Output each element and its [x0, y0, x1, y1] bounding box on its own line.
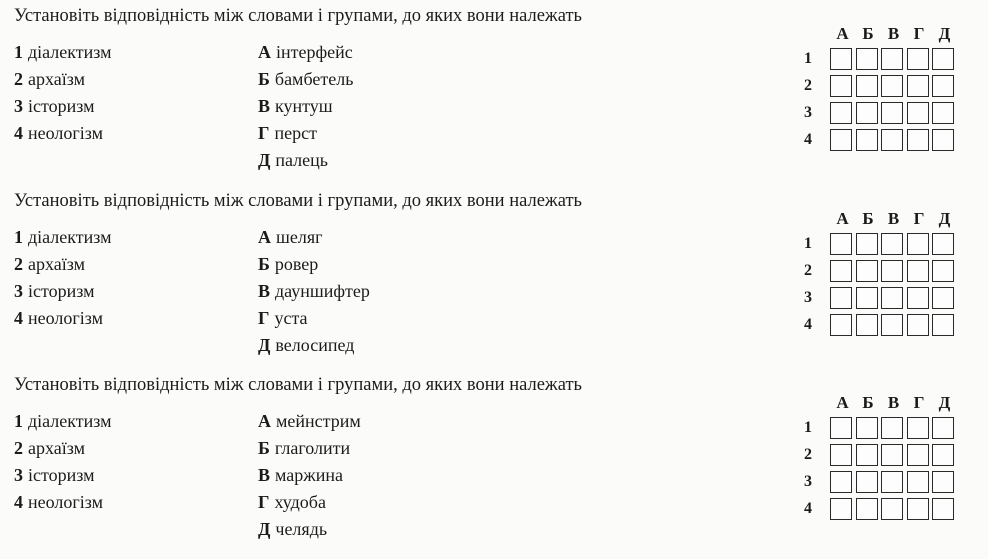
term-number: 2 — [14, 254, 23, 274]
option-item — [258, 408, 361, 435]
term-text: неологізм — [28, 308, 103, 328]
answer-cell[interactable] — [881, 417, 903, 439]
option-text: інтерфейс — [276, 42, 353, 62]
answer-cell[interactable] — [881, 102, 903, 124]
answer-cell[interactable] — [932, 233, 954, 255]
option-item — [258, 147, 353, 174]
term-text: діалектизм — [28, 411, 112, 431]
answer-cell[interactable] — [830, 444, 852, 466]
answer-cell[interactable] — [856, 471, 878, 493]
answer-cell[interactable] — [881, 498, 903, 520]
option-letter: А — [258, 411, 271, 431]
option-item — [258, 224, 370, 251]
term-text: діалектизм — [28, 227, 112, 247]
grid-column-header: Г — [913, 209, 925, 228]
option-text: худоба — [274, 492, 326, 512]
option-text: палець — [275, 150, 328, 170]
option-letter: В — [258, 281, 271, 301]
answer-cell[interactable] — [856, 498, 878, 520]
question-block — [0, 6, 988, 190]
answer-cell[interactable] — [830, 48, 852, 70]
term-item — [14, 93, 112, 120]
answer-cell[interactable] — [881, 471, 903, 493]
answer-cell[interactable] — [881, 75, 903, 97]
option-item — [258, 489, 361, 516]
option-text: глаголити — [274, 438, 351, 458]
question-prompt: Установіть відповідність між словами і групами, до яких вони належать — [14, 191, 582, 211]
grid-column-header: В — [887, 209, 900, 228]
option-item — [258, 93, 353, 120]
term-list — [14, 224, 112, 332]
option-item — [258, 435, 361, 462]
option-letter: Г — [258, 123, 270, 143]
option-item — [258, 120, 353, 147]
option-list — [258, 408, 361, 543]
answer-cell[interactable] — [856, 233, 878, 255]
answer-cell[interactable] — [907, 471, 929, 493]
option-letter: Д — [258, 150, 271, 170]
option-text: велосипед — [275, 335, 355, 355]
term-number: 2 — [14, 438, 23, 458]
answer-cell[interactable] — [932, 287, 954, 309]
term-text: неологізм — [28, 123, 103, 143]
question-block — [0, 191, 988, 375]
option-letter: А — [258, 227, 271, 247]
term-item — [14, 462, 112, 489]
option-list — [258, 39, 353, 174]
term-number: 4 — [14, 308, 23, 328]
term-text: архаїзм — [28, 69, 85, 89]
option-letter: В — [258, 465, 271, 485]
answer-cell[interactable] — [856, 417, 878, 439]
grid-row-label: 1 — [804, 419, 812, 436]
answer-cell[interactable] — [856, 129, 878, 151]
answer-cell[interactable] — [830, 287, 852, 309]
term-text: історизм — [28, 465, 95, 485]
grid-column-header: А — [836, 24, 849, 43]
term-text: історизм — [28, 96, 95, 116]
answer-cell[interactable] — [907, 75, 929, 97]
option-list — [258, 224, 370, 359]
option-item — [258, 462, 361, 489]
answer-cell[interactable] — [932, 75, 954, 97]
grid-row-label: 2 — [804, 446, 812, 463]
answer-cell[interactable] — [830, 471, 852, 493]
option-text: кунтуш — [275, 96, 333, 116]
grid-column-header: Д — [938, 24, 951, 43]
term-number: 1 — [14, 411, 23, 431]
answer-cell[interactable] — [881, 129, 903, 151]
option-text: уста — [274, 308, 308, 328]
term-text: архаїзм — [28, 254, 85, 274]
grid-row-label: 2 — [804, 77, 812, 94]
answer-cell[interactable] — [932, 314, 954, 336]
grid-row-label: 4 — [804, 131, 812, 148]
term-number: 4 — [14, 492, 23, 512]
grid-column-header: Г — [913, 24, 925, 43]
grid-row-label: 1 — [804, 235, 812, 252]
answer-cell[interactable] — [881, 260, 903, 282]
question-prompt: Установіть відповідність між словами і групами, до яких вони належать — [14, 375, 582, 395]
answer-cell[interactable] — [932, 260, 954, 282]
term-number: 3 — [14, 281, 23, 301]
option-letter: Д — [258, 519, 271, 539]
option-text: ровер — [274, 254, 319, 274]
term-item — [14, 224, 112, 251]
answer-cell[interactable] — [856, 260, 878, 282]
term-text: діалектизм — [28, 42, 112, 62]
answer-cell[interactable] — [932, 48, 954, 70]
answer-cell[interactable] — [856, 75, 878, 97]
option-text: бамбетель — [274, 69, 354, 89]
grid-row-label: 3 — [804, 104, 812, 121]
answer-cell[interactable] — [830, 129, 852, 151]
option-item — [258, 305, 370, 332]
term-list — [14, 408, 112, 516]
answer-cell[interactable] — [856, 314, 878, 336]
option-letter: В — [258, 96, 271, 116]
option-text: шеляг — [276, 227, 323, 247]
term-item — [14, 305, 112, 332]
grid-column-header: Д — [938, 209, 951, 228]
option-item — [258, 251, 370, 278]
option-item — [258, 516, 361, 543]
term-number: 3 — [14, 465, 23, 485]
grid-row-label: 3 — [804, 289, 812, 306]
option-text: маржина — [275, 465, 343, 485]
answer-cell[interactable] — [881, 287, 903, 309]
question-prompt: Установіть відповідність між словами і групами, до яких вони належать — [14, 6, 582, 26]
answer-cell[interactable] — [856, 444, 878, 466]
answer-cell[interactable] — [932, 471, 954, 493]
term-item — [14, 435, 112, 462]
option-letter: Д — [258, 335, 271, 355]
term-item — [14, 408, 112, 435]
option-letter: Б — [258, 438, 270, 458]
option-text: перст — [274, 123, 317, 143]
term-item — [14, 39, 112, 66]
grid-row-label: 4 — [804, 316, 812, 333]
answer-cell[interactable] — [907, 444, 929, 466]
option-item — [258, 39, 353, 66]
option-text: дауншифтер — [275, 281, 370, 301]
answer-cell[interactable] — [856, 102, 878, 124]
answer-cell[interactable] — [830, 102, 852, 124]
answer-cell[interactable] — [907, 102, 929, 124]
grid-column-header: Б — [862, 393, 874, 412]
grid-row-label: 4 — [804, 500, 812, 517]
option-letter: А — [258, 42, 271, 62]
option-letter: Г — [258, 308, 270, 328]
answer-cell[interactable] — [907, 129, 929, 151]
term-list — [14, 39, 112, 147]
grid-column-header: В — [887, 24, 900, 43]
term-number: 4 — [14, 123, 23, 143]
answer-cell[interactable] — [907, 314, 929, 336]
option-item — [258, 332, 370, 359]
grid-column-header: Б — [862, 24, 874, 43]
term-item — [14, 120, 112, 147]
answer-cell[interactable] — [830, 498, 852, 520]
answer-cell[interactable] — [881, 444, 903, 466]
term-number: 1 — [14, 42, 23, 62]
question-block — [0, 375, 988, 559]
term-item — [14, 66, 112, 93]
term-item — [14, 489, 112, 516]
option-text: челядь — [275, 519, 328, 539]
answer-cell[interactable] — [830, 314, 852, 336]
answer-cell[interactable] — [830, 260, 852, 282]
grid-column-header: А — [836, 209, 849, 228]
answer-cell[interactable] — [881, 233, 903, 255]
option-letter: Б — [258, 69, 270, 89]
answer-cell[interactable] — [907, 260, 929, 282]
grid-column-header: Б — [862, 209, 874, 228]
grid-row-label: 2 — [804, 262, 812, 279]
option-item — [258, 66, 353, 93]
option-letter: Г — [258, 492, 270, 512]
grid-column-header: Г — [913, 393, 925, 412]
answer-cell[interactable] — [907, 233, 929, 255]
term-item — [14, 251, 112, 278]
option-text: мейнстрим — [276, 411, 361, 431]
answer-cell[interactable] — [830, 75, 852, 97]
answer-cell[interactable] — [907, 48, 929, 70]
term-item — [14, 278, 112, 305]
answer-cell[interactable] — [881, 48, 903, 70]
answer-cell[interactable] — [932, 444, 954, 466]
answer-cell[interactable] — [830, 417, 852, 439]
grid-column-header: А — [836, 393, 849, 412]
term-number: 3 — [14, 96, 23, 116]
term-text: історизм — [28, 281, 95, 301]
answer-cell[interactable] — [881, 314, 903, 336]
answer-cell[interactable] — [830, 233, 852, 255]
answer-cell[interactable] — [856, 287, 878, 309]
grid-row-label: 3 — [804, 473, 812, 490]
term-number: 2 — [14, 69, 23, 89]
answer-cell[interactable] — [932, 129, 954, 151]
grid-column-header: В — [887, 393, 900, 412]
answer-cell[interactable] — [932, 498, 954, 520]
term-number: 1 — [14, 227, 23, 247]
grid-column-header: Д — [938, 393, 951, 412]
answer-cell[interactable] — [907, 417, 929, 439]
answer-cell[interactable] — [932, 102, 954, 124]
term-text: архаїзм — [28, 438, 85, 458]
answer-cell[interactable] — [932, 417, 954, 439]
answer-cell[interactable] — [856, 48, 878, 70]
option-item — [258, 278, 370, 305]
option-letter: Б — [258, 254, 270, 274]
answer-cell[interactable] — [907, 498, 929, 520]
term-text: неологізм — [28, 492, 103, 512]
grid-row-label: 1 — [804, 50, 812, 67]
answer-cell[interactable] — [907, 287, 929, 309]
